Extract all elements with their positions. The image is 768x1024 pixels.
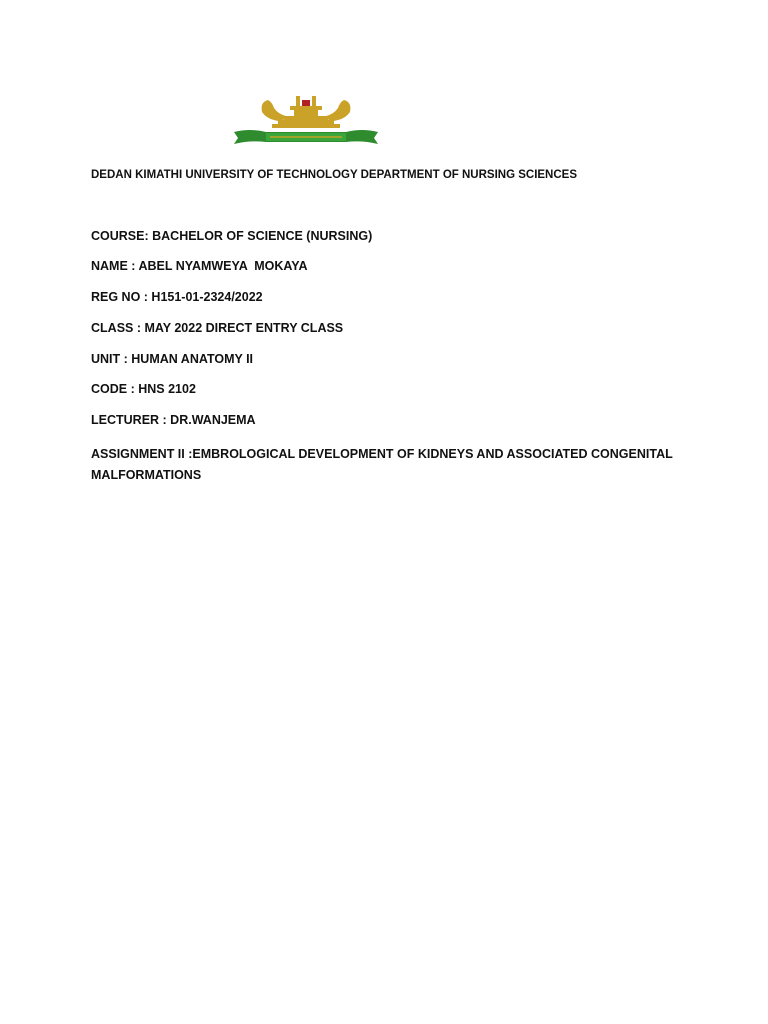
code-field: CODE : HNS 2102 bbox=[91, 382, 196, 396]
lecturer-field: LECTURER : DR.WANJEMA bbox=[91, 413, 256, 427]
assignment-title: ASSIGNMENT II :EMBROLOGICAL DEVELOPMENT OF KIDNEYS AND ASSOCIATED CONGENITAL MALFORMATIONS bbox=[91, 447, 673, 482]
class-field: CLASS : MAY 2022 DIRECT ENTRY CLASS bbox=[91, 321, 344, 335]
reg-no-field: REG NO : H151-01-2324/2022 bbox=[91, 290, 263, 304]
university-logo bbox=[230, 92, 382, 148]
institution-header: DEDAN KIMATHI UNIVERSITY OF TECHNOLOGY DEPARTMENT OF NURSING SCIENCES bbox=[91, 169, 578, 181]
unit-field: UNIT : HUMAN ANATOMY II bbox=[91, 352, 254, 366]
name-field: NAME : ABEL NYAMWEYA MOKAYA bbox=[91, 259, 308, 273]
course-field: COURSE: BACHELOR OF SCIENCE (NURSING) bbox=[91, 229, 373, 243]
